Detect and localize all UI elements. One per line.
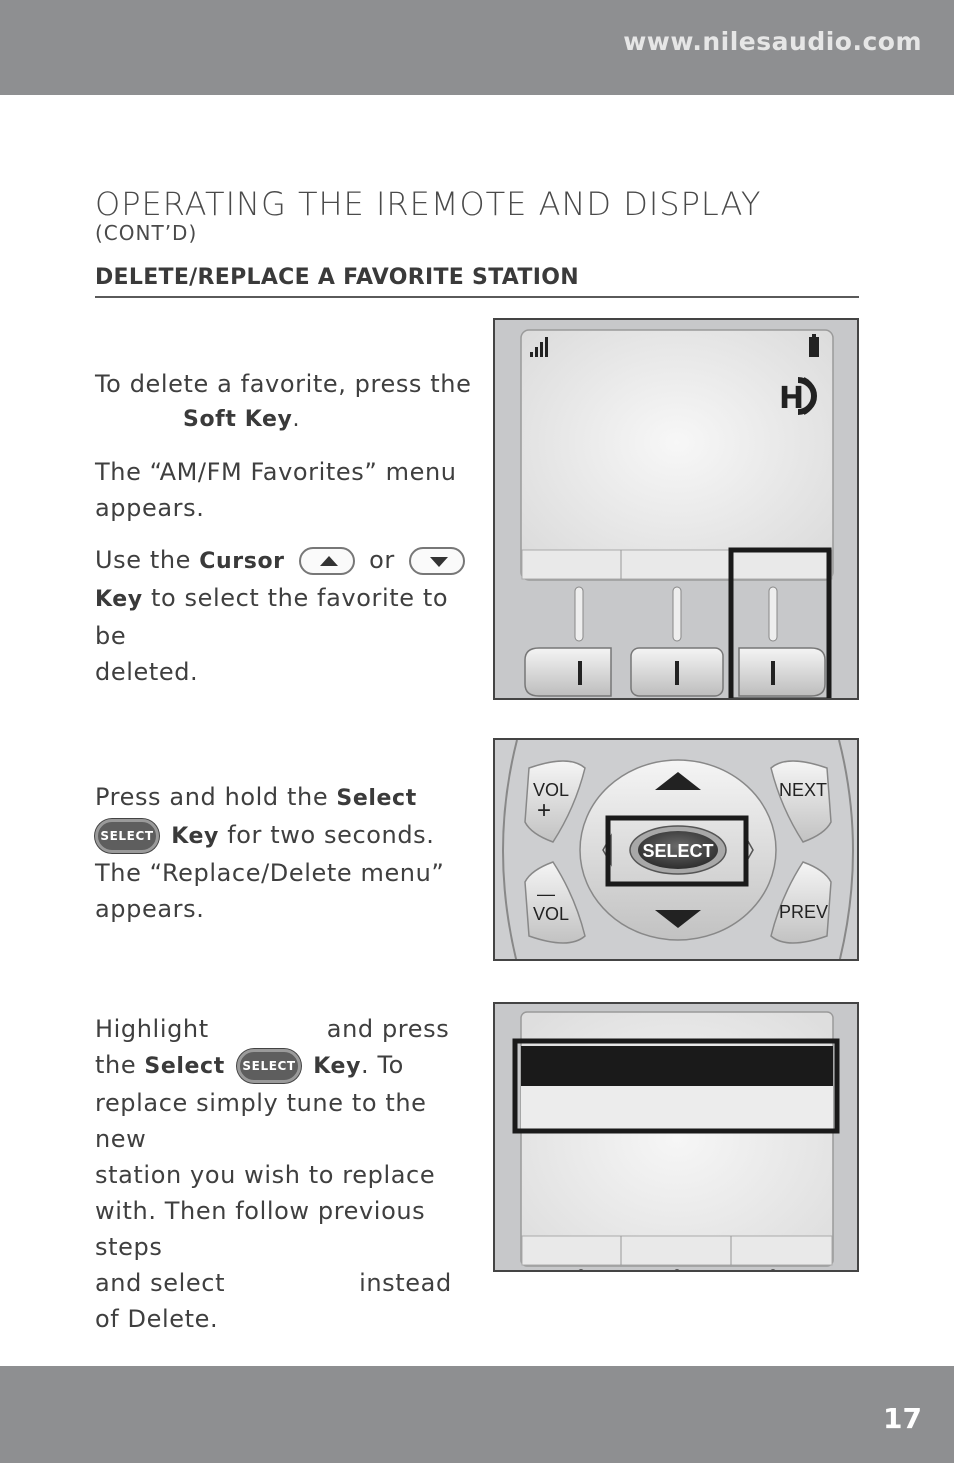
cursor-down-icon xyxy=(409,547,465,575)
select-fav-text: to select the favorite to be xyxy=(95,584,449,650)
cursor-up-icon xyxy=(299,547,355,575)
step2-text xyxy=(95,779,475,927)
header-bar xyxy=(0,0,954,95)
step1-cursor-line xyxy=(95,542,475,580)
step1-period: . xyxy=(292,407,301,432)
use-the-text: Use the xyxy=(95,546,192,574)
soft-key-indicator-center xyxy=(673,587,681,641)
key-label-2: Key xyxy=(171,824,219,849)
vol-down-label: VOL xyxy=(533,904,570,924)
step3-line4: station you wish to replace xyxy=(95,1161,436,1189)
page-title: OPERATING THE IREMOTE AND DISPLAY xyxy=(95,185,762,223)
battery-icon xyxy=(809,334,819,357)
menu-screen-figure xyxy=(493,1002,859,1272)
to-text: . To xyxy=(361,1051,404,1079)
menu-row[interactable] xyxy=(521,1086,833,1130)
select-key-icon-2: SELECT xyxy=(237,1049,301,1083)
step1-line1: To delete a favorite, press the xyxy=(95,370,472,398)
select-label-3: Select xyxy=(144,1054,225,1079)
and-select-text: and select xyxy=(95,1269,226,1297)
soft-key-indicator-right xyxy=(769,587,777,641)
select-button[interactable] xyxy=(630,826,726,874)
select-key-icon: SELECT xyxy=(95,819,159,853)
step1-softkey-line xyxy=(95,402,475,438)
highlight-text: Highlight xyxy=(95,1015,209,1043)
step2-line2 xyxy=(95,817,475,855)
key-label: Key xyxy=(95,587,143,612)
step1-menu-line1: The “AM/FM Favorites” menu xyxy=(95,458,457,486)
step3-line2 xyxy=(95,1047,485,1085)
step3-line5: with. Then follow previous steps xyxy=(95,1197,426,1261)
step3-line6 xyxy=(95,1265,485,1301)
soft-key-center[interactable] xyxy=(631,648,723,696)
remote-display-svg xyxy=(495,320,859,700)
and-press-text: and press xyxy=(326,1015,450,1043)
svg-text:H: H xyxy=(779,381,805,416)
step2-menu-line2: appears. xyxy=(95,895,205,923)
lcd-screen xyxy=(521,330,833,580)
website-url[interactable]: www.nilesaudio.com xyxy=(623,27,922,56)
page-subtitle: (CONT’D) xyxy=(95,221,198,245)
cursor-label: Cursor xyxy=(199,549,285,574)
plus-sign: + xyxy=(537,797,552,824)
menu-screen-svg xyxy=(495,1004,859,1272)
vol-up-label: VOL xyxy=(533,780,570,800)
soft-key-label-bar xyxy=(522,550,832,579)
prev-label: PREV xyxy=(779,902,829,922)
section-heading: DELETE/REPLACE A FAVORITE STATION xyxy=(95,265,859,298)
step3-text xyxy=(95,1011,485,1337)
step3-line1 xyxy=(95,1011,485,1047)
the-text: the xyxy=(95,1051,137,1079)
remote-display-figure xyxy=(493,318,859,700)
menu-highlighted-row[interactable] xyxy=(521,1046,833,1086)
step1-menu-line2: appears. xyxy=(95,494,205,522)
step3-line3: replace simply tune to the new xyxy=(95,1089,427,1153)
step1-deleted: deleted. xyxy=(95,658,199,686)
step2-menu-line1: The “Replace/Delete menu” xyxy=(95,859,445,887)
step1-key-line xyxy=(95,580,475,654)
next-label: NEXT xyxy=(779,780,828,800)
step3-line7: of Delete. xyxy=(95,1305,219,1333)
select-label: Select xyxy=(336,786,417,811)
soft-key-left[interactable] xyxy=(525,648,611,696)
key-label-3: Key xyxy=(313,1054,362,1079)
soft-key-right[interactable] xyxy=(739,648,825,696)
soft-key-indicator-left xyxy=(575,587,583,641)
step1-text xyxy=(95,366,475,690)
two-seconds-text: for two seconds. xyxy=(227,821,435,849)
select-button-label: SELECT xyxy=(642,841,714,861)
soft-key-label: Soft Key xyxy=(183,407,293,432)
step2-line1 xyxy=(95,779,475,817)
dpad-svg xyxy=(495,740,859,961)
dpad-figure xyxy=(493,738,859,961)
minus-sign: — xyxy=(537,884,555,904)
soft-key-label-bar-menu xyxy=(522,1236,832,1265)
page-number: 17 xyxy=(883,1402,922,1435)
instead-text: instead xyxy=(359,1269,452,1297)
or-text: or xyxy=(369,546,395,574)
footer-bar xyxy=(0,1366,954,1463)
press-hold-text: Press and hold the xyxy=(95,783,329,811)
